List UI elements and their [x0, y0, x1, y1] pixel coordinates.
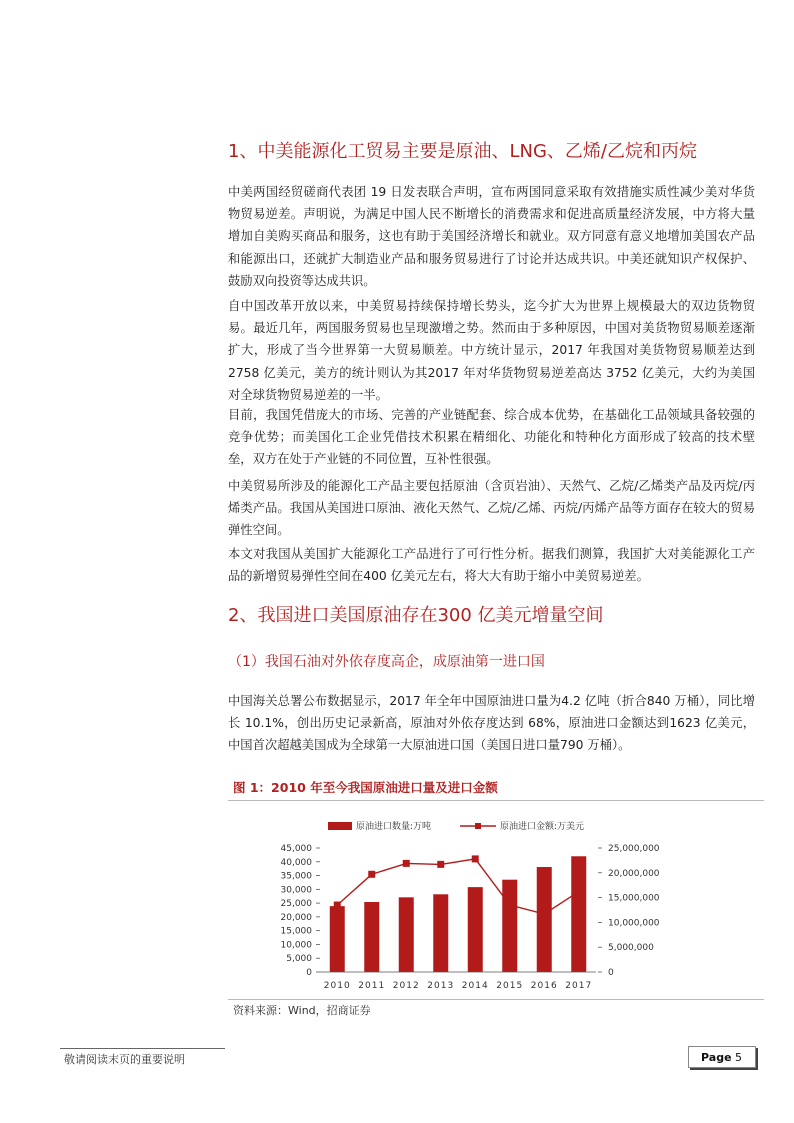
left-axis-tick-label: 35,000	[280, 871, 312, 882]
x-tick-label-2016: 2016	[530, 981, 558, 991]
left-axis-tick-label: 5,000	[286, 954, 312, 965]
left-axis-tick-label: 0	[306, 968, 312, 978]
bar-2014	[468, 887, 483, 972]
footer-divider	[60, 1048, 225, 1049]
line-point-2011	[368, 871, 375, 878]
left-axis-tick-label: 40,000	[280, 857, 312, 868]
section-2-heading: 2、我国进口美国原油存在300 亿美元增量空间	[228, 605, 604, 626]
bar-2015	[502, 880, 517, 972]
x-tick-label-2013: 2013	[427, 981, 455, 991]
paragraph-6: 中国海关总署公布数据显示，2017 年全年中国原油进口量为4.2 亿吨（折合840 万桶），同比增长 10.1%，创出历史记录新高，原油对外依存度达到 68%，原油进口金额达到1623 亿美元，中国首次超越美国成为全球第一大原油进口国（美国日进口量790 万桶）。	[228, 694, 755, 753]
legend-bar-label: 原油进口数量:万吨	[356, 822, 432, 832]
footer-note: 敬请阅读末页的重要说明	[64, 1053, 185, 1066]
right-axis-tick-label: 0	[608, 968, 614, 978]
left-axis-tick-label: 10,000	[280, 940, 312, 951]
bar-2016	[537, 867, 552, 972]
right-axis-tick-label: 10,000,000	[608, 918, 660, 929]
line-point-2010	[334, 902, 341, 909]
left-axis-tick-label: 20,000	[280, 912, 312, 923]
legend-bar-swatch	[328, 822, 352, 830]
bar-2013	[433, 894, 448, 972]
paragraph-2: 自中国改革开放以来，中美贸易持续保持增长势头，迄今扩大为世界上规模最大的双边货物贸易。最近几年，两国服务贸易也呈现激增之势。然而由于多种原因，中国对美货物贸易顺差逐渐扩大，形成了当今世界第一大贸易顺差。中方统计显示，2017 年我国对美货物贸易顺差达到 2758 亿美元，美方的统计则认为其2017 年对华货物贸易逆差高达 3752 亿美元，大约为美国对全球货物贸易逆差的一半。	[228, 299, 755, 402]
line-point-2017	[575, 888, 582, 895]
x-tick-label-2014: 2014	[461, 981, 489, 991]
right-axis-tick-label: 20,000,000	[608, 868, 660, 879]
line-point-2013	[437, 861, 444, 868]
page-number: 5	[735, 1051, 743, 1064]
left-axis-tick-label: 15,000	[280, 926, 312, 937]
crude-oil-import-chart	[228, 804, 764, 996]
right-axis-tick-label: 15,000,000	[608, 893, 660, 904]
figure-top-rule	[228, 800, 764, 801]
line-point-2016	[541, 910, 548, 917]
figure-title: 图 1：2010 年至今我国原油进口量及进口金额	[233, 780, 498, 795]
line-point-2012	[403, 860, 410, 867]
x-tick-label-2015: 2015	[496, 981, 524, 991]
x-tick-label-2010: 2010	[323, 981, 351, 991]
paragraph-1: 中美两国经贸磋商代表团 19 日发表联合声明，宣布两国同意采取有效措施实质性减少美对华货物贸易逆差。声明说，为满足中国人民不断增长的消费需求和促进高质量经济发展，中方将大量增加自美购买商品和服务，这也有助于美国经济增长和就业。双方同意有意义地增加美国农产品和能源出口，还就扩大制造业产品和服务贸易进行了讨论并达成共识。中美还就知识产权保护、鼓励双向投资等达成共识。	[228, 185, 755, 288]
left-axis-tick-label: 25,000	[280, 899, 312, 910]
left-axis-tick-label: 45,000	[280, 844, 312, 854]
bar-2011	[364, 902, 379, 972]
line-point-2014	[472, 855, 479, 862]
bar-2017	[571, 856, 586, 972]
left-axis-tick-label: 30,000	[280, 885, 312, 896]
paragraph-4: 中美贸易所涉及的能源化工产品主要包括原油（含页岩油）、天然气、乙烷/乙烯类产品及丙烷/丙烯类产品。我国从美国进口原油、液化天然气、乙烷/乙烯、丙烷/丙烯产品等方面存在较大的贸易弹性空间。	[228, 479, 755, 538]
bar-2010	[330, 906, 345, 972]
paragraph-5: 本文对我国从美国扩大能源化工产品进行了可行性分析。据我们测算，我国扩大对美能源化工产品的新增贸易弹性空间在400 亿美元左右，将大大有助于缩小中美贸易逆差。	[228, 547, 755, 584]
figure-source: 资料来源：Wind，招商证券	[233, 1004, 371, 1017]
legend-line-label: 原油进口金额:万美元	[500, 822, 585, 832]
figure-bottom-rule	[228, 999, 764, 1000]
x-tick-label-2011: 2011	[358, 981, 386, 991]
page-number-box	[688, 1046, 756, 1068]
section-2-subheading: （1）我国石油对外依存度高企，成原油第一进口国	[228, 654, 545, 670]
page-label: Page	[701, 1051, 732, 1064]
right-axis-tick-label: 5,000,000	[608, 943, 654, 954]
paragraph-3: 目前，我国凭借庞大的市场、完善的产业链配套、综合成本优势，在基础化工品领域具备较强的竞争优势；而美国化工企业凭借技术积累在精细化、功能化和特种化方面形成了较高的技术壁垒，双方在处于产业链的不同位置，互补性很强。	[228, 408, 755, 467]
x-tick-label-2017: 2017	[565, 981, 593, 991]
line-point-2015	[506, 902, 513, 909]
bar-2012	[399, 897, 414, 972]
x-tick-label-2012: 2012	[392, 981, 420, 991]
right-axis-tick-label: 25,000,000	[608, 844, 660, 854]
legend-line-marker	[475, 823, 481, 829]
section-1-heading: 1、中美能源化工贸易主要是原油、LNG、乙烯/乙烷和丙烷	[228, 141, 697, 162]
